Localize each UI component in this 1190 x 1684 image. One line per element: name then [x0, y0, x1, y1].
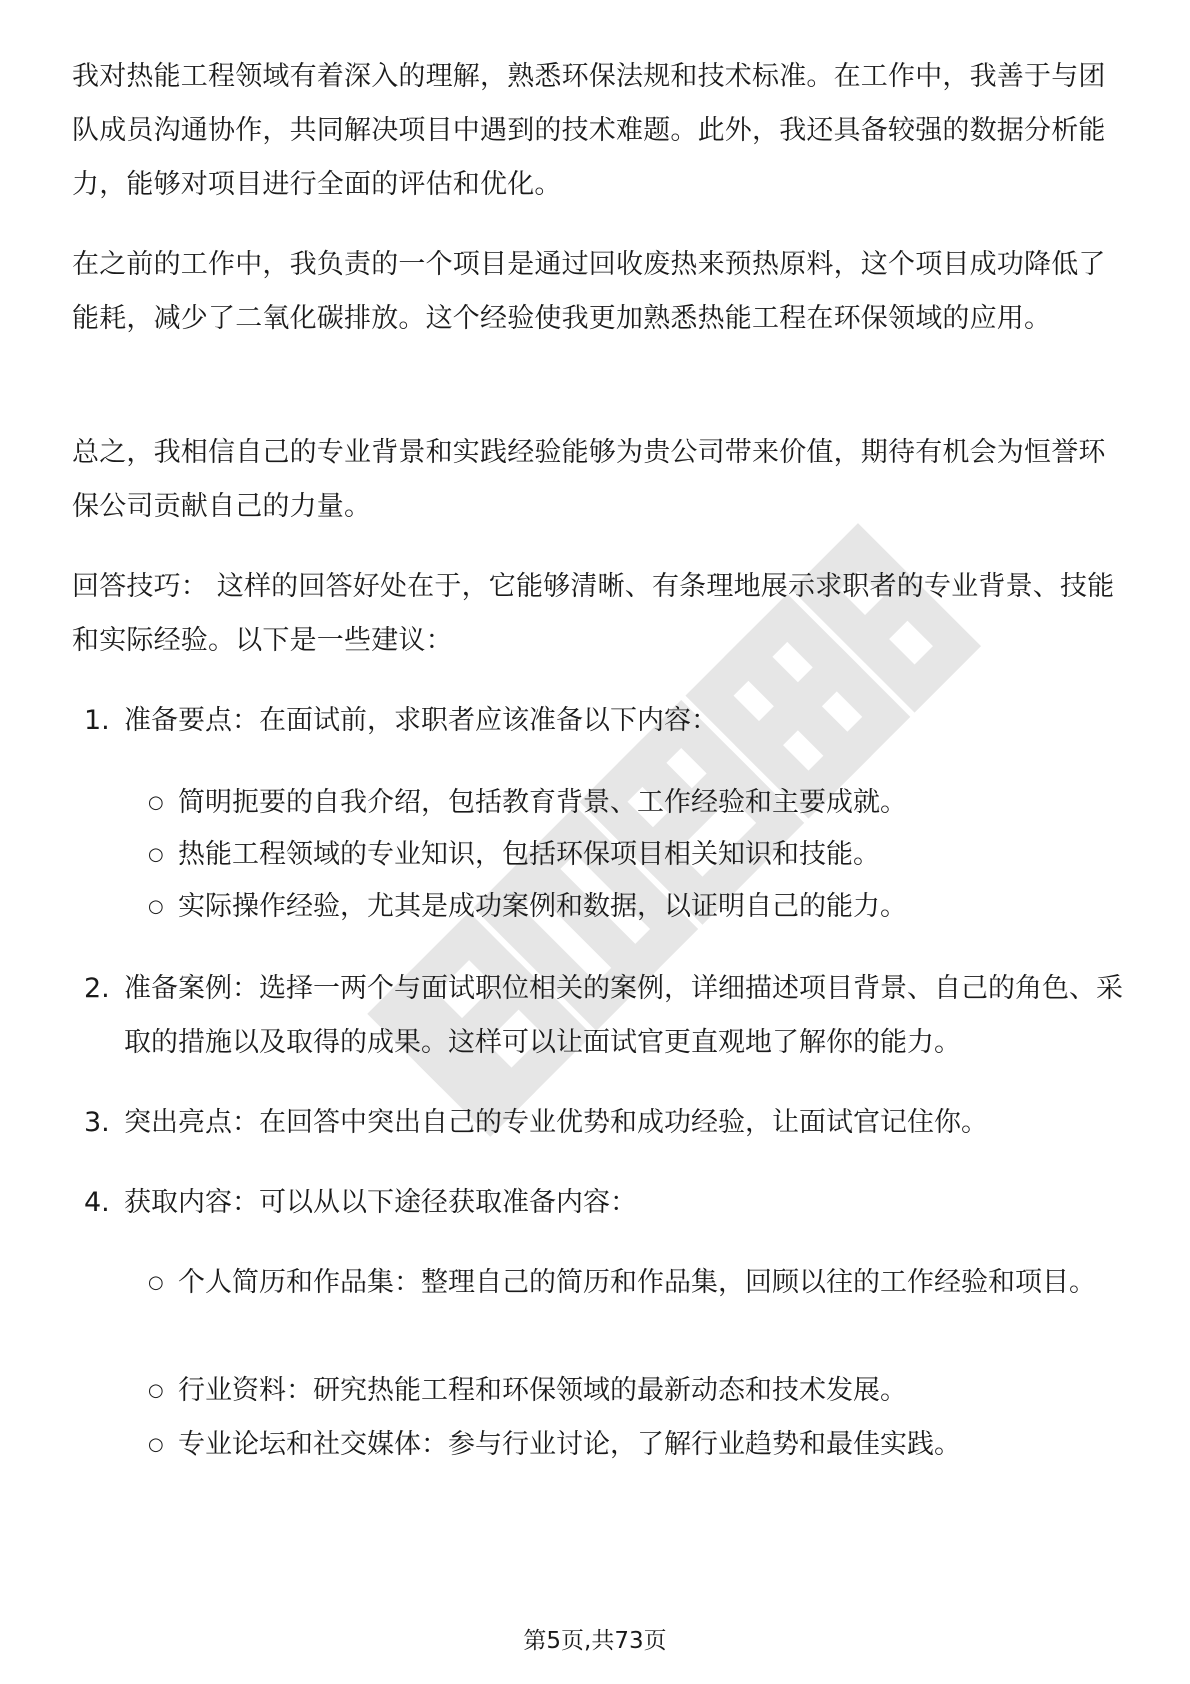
list-item — [84, 1176, 1124, 1230]
sub-list-item — [148, 1256, 1108, 1310]
list-item-text: 获取内容：可以从以下途径获取准备内容： — [124, 1187, 637, 1218]
list-number: 4. — [84, 1187, 110, 1218]
sub-list-item-text: 个人简历和作品集：整理自己的简历和作品集，回顾以往的工作经验和项目。 — [178, 1267, 1096, 1298]
bullet-icon: ○ — [148, 1272, 164, 1293]
sub-list-item — [148, 1364, 1108, 1418]
sub-list-item-text: 简明扼要的自我介绍，包括教育背景、工作经验和主要成就。 — [178, 787, 907, 818]
paragraph-experience: 在之前的工作中，我负责的一个项目是通过回收废热来预热原料，这个项目成功降低了能耗，减少了二氧化碳排放。这个经验使我更加熟悉热能工程在环保领域的应用。 — [72, 249, 1106, 334]
page-number: 第5页,共73页 — [523, 1628, 667, 1654]
list-number: 3. — [84, 1107, 110, 1138]
bullet-icon: ○ — [148, 844, 164, 865]
sub-list-item-text: 专业论坛和社交媒体：参与行业讨论，了解行业趋势和最佳实践。 — [178, 1429, 961, 1460]
list-item-text: 准备要点：在面试前，求职者应该准备以下内容： — [124, 705, 718, 736]
sub-list-item — [148, 880, 1108, 934]
sub-list-item — [148, 828, 1108, 882]
bullet-icon: ○ — [148, 1434, 164, 1455]
bullet-icon: ○ — [148, 792, 164, 813]
list-item-text: 突出亮点：在回答中突出自己的专业优势和成功经验，让面试官记住你。 — [124, 1107, 988, 1138]
list-number: 2. — [84, 973, 110, 1004]
bullet-icon: ○ — [148, 896, 164, 917]
sub-list-item-text: 实际操作经验，尤其是成功案例和数据，以证明自己的能力。 — [178, 891, 907, 922]
list-item-text: 准备案例：选择一两个与面试职位相关的案例，详细描述项目背景、自己的角色、采取的措施以及取得的成果。这样可以让面试官更直观地了解你的能力。 — [124, 973, 1123, 1058]
list-item — [84, 1096, 1124, 1150]
sub-list-item-text: 行业资料：研究热能工程和环保领域的最新动态和技术发展。 — [178, 1375, 907, 1406]
list-item — [84, 962, 1124, 1070]
list-item — [84, 694, 1124, 748]
sub-list-item — [148, 776, 1108, 830]
paragraph-conclusion: 总之，我相信自己的专业背景和实践经验能够为贵公司带来价值，期待有机会为恒誉环保公司贡献自己的力量。 — [72, 437, 1106, 522]
paragraph-answer-tips: 回答技巧： 这样的回答好处在于，它能够清晰、有条理地展示求职者的专业背景、技能和实际经验。以下是一些建议： — [72, 571, 1115, 656]
list-number: 1. — [84, 705, 110, 736]
paragraph-intro: 我对热能工程领域有着深入的理解，熟悉环保法规和技术标准。在工作中，我善于与团队成员沟通协作，共同解决项目中遇到的技术难题。此外，我还具备较强的数据分析能力，能够对项目进行全面的评估和优化。 — [72, 61, 1106, 200]
sub-list-item-text: 热能工程领域的专业知识，包括环保项目相关知识和技能。 — [178, 839, 880, 870]
sub-list-item — [148, 1418, 1108, 1472]
bullet-icon: ○ — [148, 1380, 164, 1401]
